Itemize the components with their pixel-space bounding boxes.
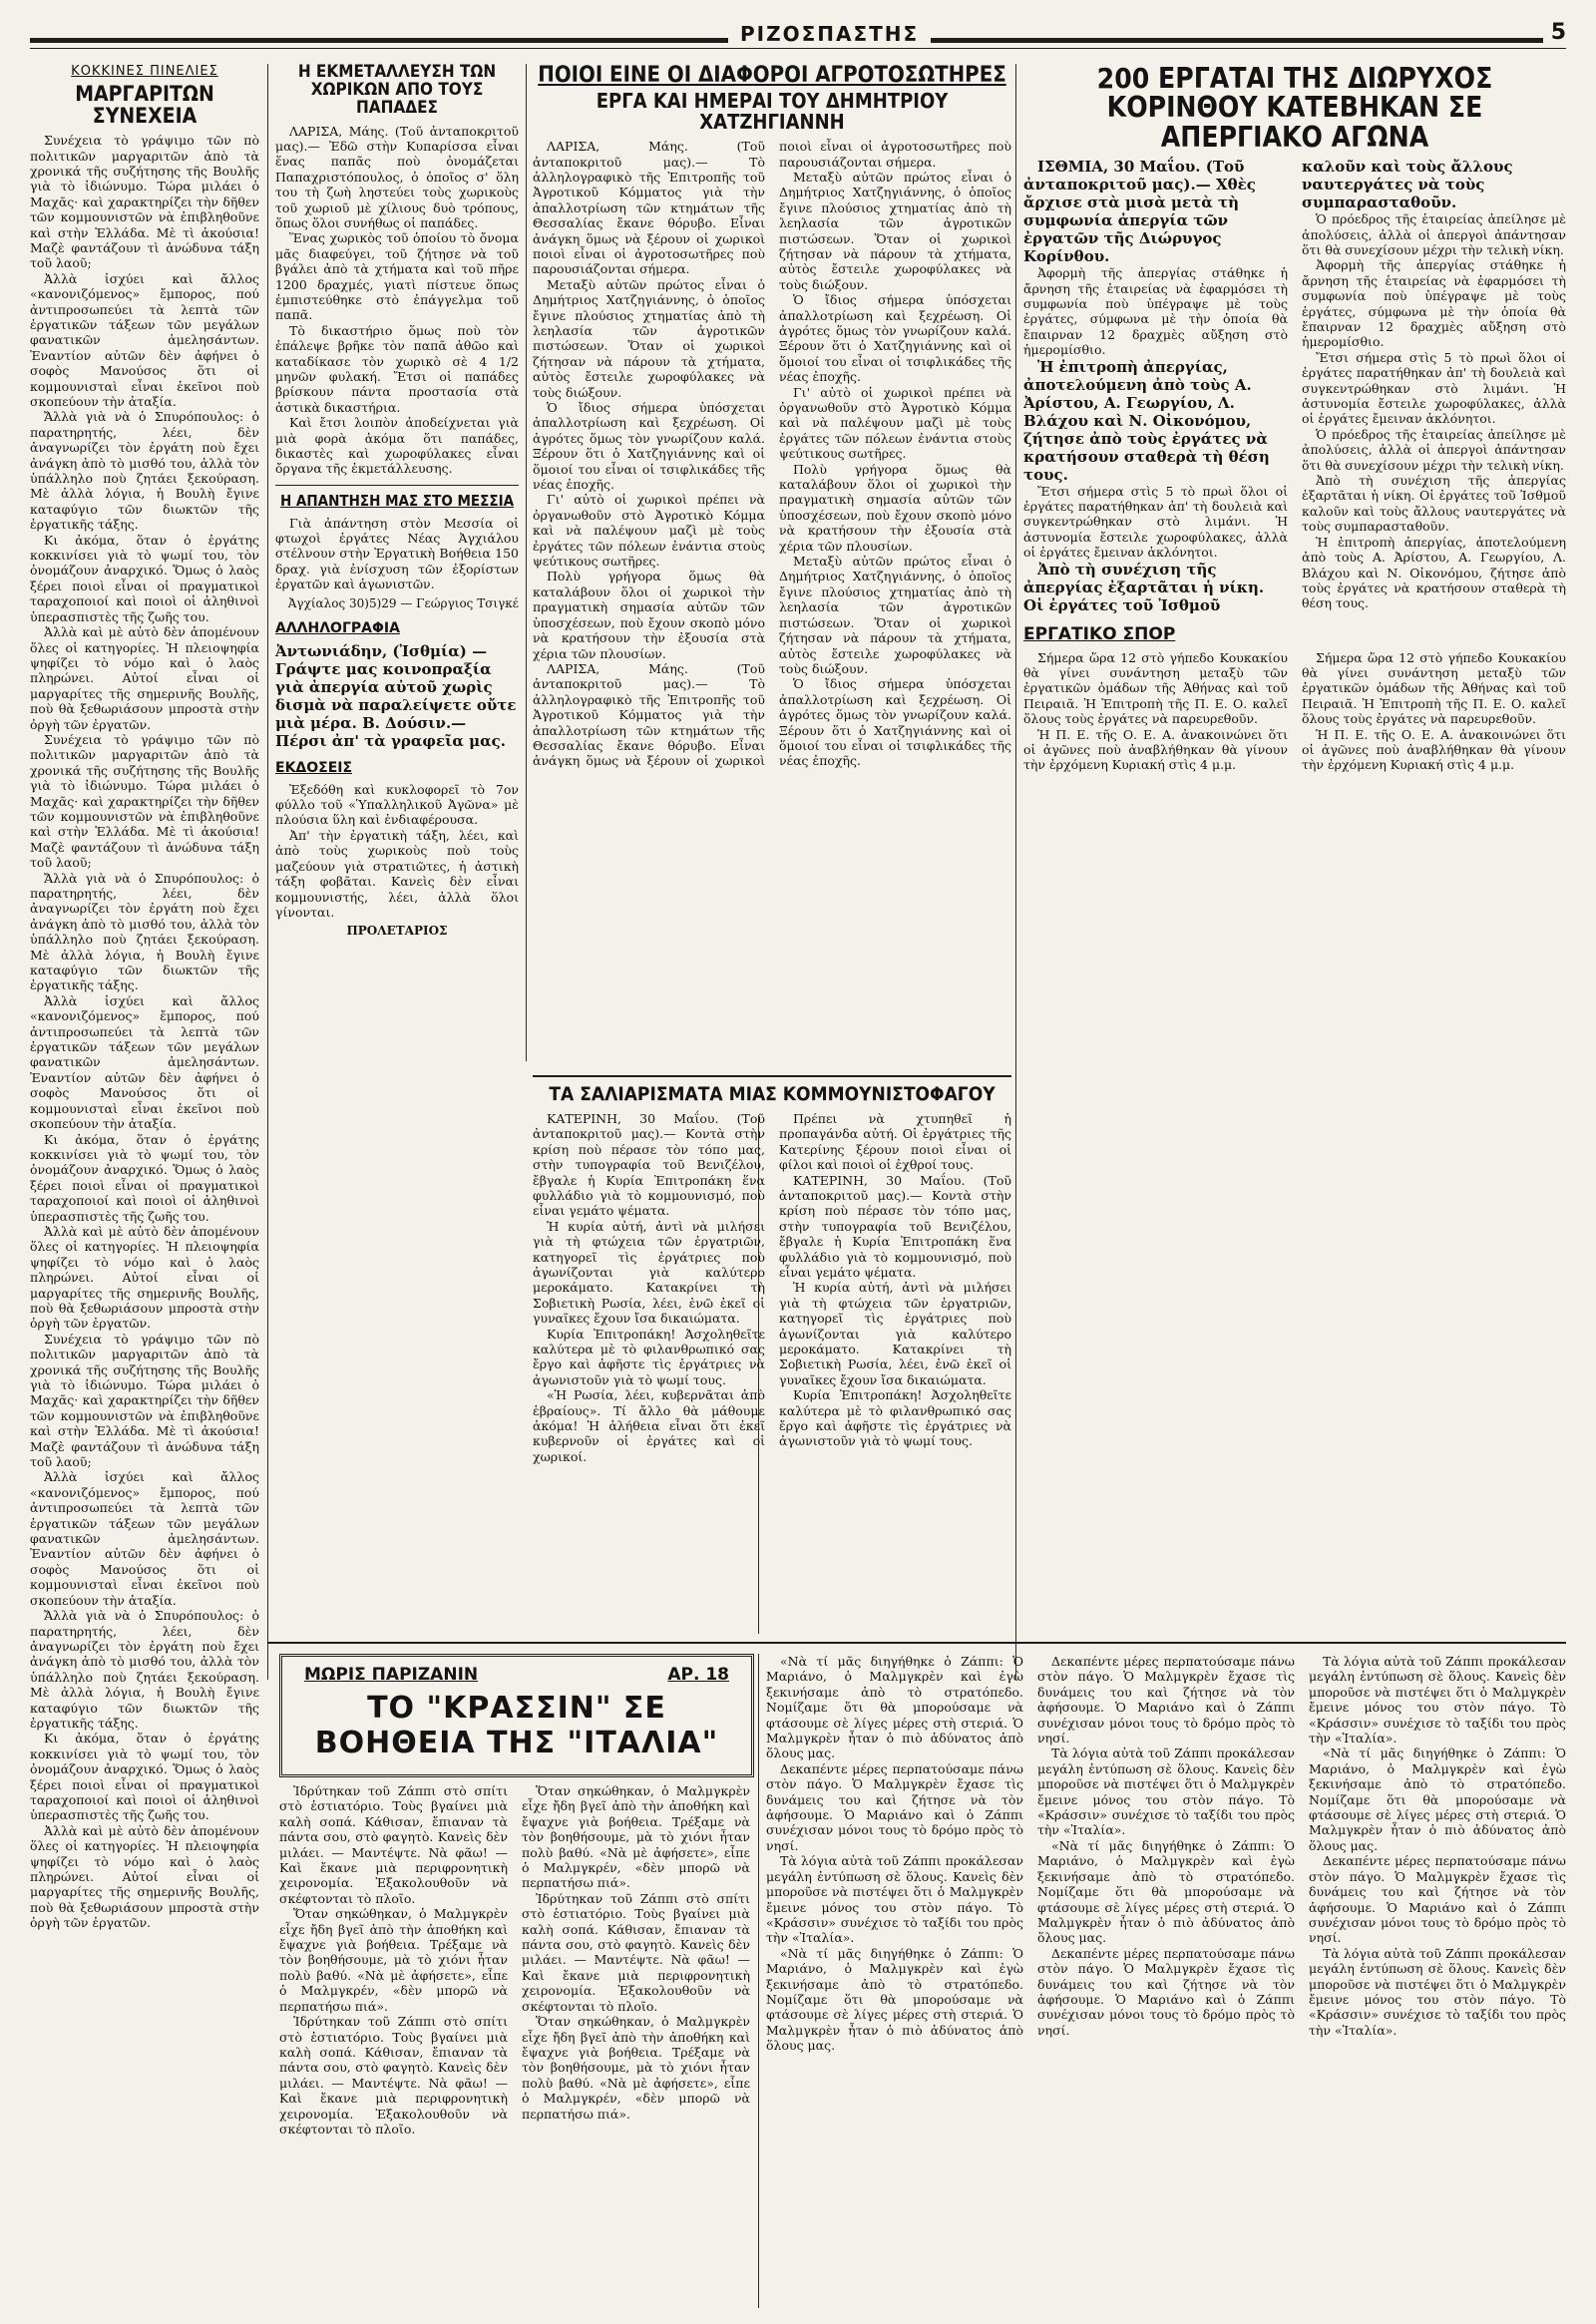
paragraph: Ἀφορμὴ τῆς ἀπεργίας στάθηκε ἡ ἄρνηση τῆς ἑταιρείας νὰ ἐφαρμόσει τὴ συμφωνία ποὺ ὑπέγραψε μὲ τοὺς ἐργάτες, σύμφωνα μὲ τὴν ὁποία θὰ ἔπαιρναν 12 δραχμὲς αὔξηση στὸ ἡμερομίσθιο. xyxy=(1302,257,1566,350)
masthead xyxy=(30,18,1566,58)
article-agrotosotires xyxy=(533,64,1011,1101)
column-signature: ΠΡΟΛΕΤΑΡΙΟΣ xyxy=(346,924,448,939)
paragraph: Πολὺ γρήγορα ὅμως θὰ καταλάβουν ὅλοι οἱ χωρικοὶ τὴν πραγματικὴ σημασία αὐτῶν τῶν ὑποσχέσεων, ποὺ ἔχουν σκοπὸ μόνο νὰ κρατήσουν τὴν ἐξουσία στὰ χέρια τῶν πλουσίων. xyxy=(779,461,1011,554)
paragraph: Ἀπὸ τὴ συνέχιση τῆς ἀπεργίας ἐξαρτᾶται ἡ νίκη. Οἱ ἐργάτες τοῦ Ἰσθμοῦ καλοῦν καὶ τοὺς ἄλλους ναυτεργάτες νὰ τοὺς συμπαρασταθοῦν. xyxy=(1023,158,1513,614)
paragraph: ΛΑΡΙΣΑ, Μάης. (Τοῦ ἀνταποκριτοῦ μας).— Τὸ ἀλληλογραφικὸ τῆς Ἐπιτροπῆς τοῦ Ἀγροτικοῦ Κόμματος γιὰ τὴν ἀπαλλοτρίωση τῶν κτημάτων τῆς Θεσσαλίας ἔκανε θόρυβο. Εἶναι ἀνάγκη ὅμως νὰ ξέρουν οἱ χωρικοὶ ποιοὶ εἶναι οἱ ἀγροτοσωτῆρες ποὺ παρουσιάζονται σήμερα. xyxy=(533,139,765,277)
paper-name: ΡΙΖΟΣΠΑΣΤΗΣ xyxy=(728,22,931,46)
paragraph: Μεταξὺ αὐτῶν πρώτος εἶναι ὁ Δημήτριος Χατζηγιάννης, ὁ ὁποῖος ἔγινε πλούσιος χτηματίας ἀπὸ τὴ λεηλασία τῶν ἀγροτικῶν πιστώσεων. Ὅταν οἱ χωρικοὶ ζήτησαν νὰ πάρουν τὰ χτήματα, αὐτὸς ἔστειλε χωροφύλακες νὰ τοὺς διώξουν. xyxy=(779,554,1011,676)
paragraph: Ἔτσι σήμερα στὶς 5 τὸ πρωὶ ὅλοι οἱ ἐργάτες παρατήθηκαν ἀπ' τὴ δουλειὰ καὶ συγκεντρώθηκαν στὸ λιμάνι. Ἡ ἀστυνομία ἔστειλε χωροφύλακες, ἀλλὰ οἱ ἐργάτες ἔμειναν ἀκλόνητοι. xyxy=(1023,483,1288,561)
column-rule xyxy=(267,64,268,1680)
paragraph: Ἀλλὰ ἰσχύει καὶ ἄλλος «κανονιζόμενος» ἔμπορος, πού ἀντιπροσωπεύει τὰ λεπτὰ τῶν ἐργατικῶν τάξεων τῶν μεγάλων φανατικῶν ἀμελησάντων. Ἐναντίον αὐτῶν δὲν ἀφήνει ὁ σοφὸς Μανούσος ὅτι οἱ κομμουνισταὶ εἶναι ἐκεῖνοι ποὺ σκοπεύουν τὴν ἀταξία. xyxy=(30,270,259,409)
paragraph: ΛΑΡΙΣΑ, Μάης. (Τοῦ ἀνταποκριτοῦ μας).— Ἐδῶ στὴν Κυπαρίσσα εἶναι ἕνας παπᾶς ποὺ ὀνομάζεται Παπαχριστόπουλος, ὁ ὁποῖος σ' ὅλη του τὴ ζωὴ ληστεύει τοὺς χωρικοὺς τοῦ χωριοῦ μὲ χίλιους δυὸ τρόπους, ὅπως ὅλοι συνήθως οἱ παπάδες. xyxy=(275,123,519,230)
correspondence-body: Ἀντωνιάδην, (Ἰσθμία) — Γράψτε μας κοινοπραξία γιὰ ἀπεργία αὐτοῦ χωρὶς δισμὰ νὰ παραλείψετε οὔτε μιὰ μέρα. Β. Δούσιν.— Πέρσι ἀπ' τὰ γραφεῖα μας. xyxy=(275,641,517,750)
article-subheadline: ΕΡΓΑ ΚΑΙ ΗΜΕΡΑΙ ΤΟΥ ΔΗΜΗΤΡΙΟΥ ΧΑΤΖΗΓΙΑΝΝΗ xyxy=(596,89,949,135)
paragraph: Ὁ ἴδιος σήμερα ὑπόσχεται ἀπαλλοτρίωση καὶ ξεχρέωση. Οἱ ἀγρότες ὅμως τὸν γνωρίζουν καλά. Ξέρουν ὅτι ὁ Χατζηγιάννης καὶ οἱ ὅμοιοί του εἶναι οἱ τσιφλικάδες τῆς νέας ἐποχῆς. xyxy=(533,400,765,493)
article-body xyxy=(275,124,519,477)
paragraph: Ὅταν σηκώθηκαν, ὁ Μαλμγκρὲν εἶχε ἤδη βγεῖ ἀπὸ τὴν ἀποθήκη καὶ ἔψαχνε γιὰ βοήθεια. Τρέξαμε νὰ τὸν βοηθήσουμε, μὰ τὸ χιόνι ἦταν πολὺ βαθύ. «Νὰ μὲ ἀφήσετε», εἶπε ὁ Μαλμγκρέν, «δὲν μπορῶ νὰ περπατήσω πιά». xyxy=(279,1906,508,2014)
paragraph: ΚΑΤΕΡΙΝΗ, 30 Μαΐου. (Τοῦ ἀνταποκριτοῦ μας).— Κοντὰ στὴν κρίση ποὺ πέρασε τὸν τόπο μας, στὴν τυπογραφία τοῦ Βενιζέλου, ἔβγαλε ἡ Κυρία Ἐπιτροπάκη ἕνα φυλλάδιο γιὰ τὸ κομμουνισμό, ποὺ εἶναι γεμάτο ψέματα. xyxy=(533,1110,765,1219)
paragraph: Ὅταν σηκώθηκαν, ὁ Μαλμγκρὲν εἶχε ἤδη βγεῖ ἀπὸ τὴν ἀποθήκη καὶ ἔψαχνε γιὰ βοήθεια. Τρέξαμε νὰ τὸν βοηθήσουμε, μὰ τὸ χιόνι ἦταν πολὺ βαθύ. «Νὰ μὲ ἀφήσετε», εἶπε ὁ Μαλμγκρέν, «δὲν μπορῶ νὰ περπατήσω πιά». xyxy=(522,2014,750,2122)
paragraph: Ἀπὸ τὴ συνέχιση τῆς ἀπεργίας ἐξαρτᾶται ἡ νίκη. Οἱ ἐργάτες τοῦ Ἰσθμοῦ καλοῦν καὶ τοὺς ἄλλους ναυτεργάτες νὰ τοὺς συμπαρασταθοῦν. xyxy=(1302,473,1566,535)
paragraph: Ὁ ἴδιος σήμερα ὑπόσχεται ἀπαλλοτρίωση καὶ ξεχρέωση. Οἱ ἀγρότες ὅμως τὸν γνωρίζουν καλά. Ξέρουν ὅτι ὁ Χατζηγιάννης καὶ οἱ ὅμοιοί του εἶναι οἱ τσιφλικάδες τῆς νέας ἐποχῆς. xyxy=(779,676,1011,769)
paragraph: Ἀλλὰ ἰσχύει καὶ ἄλλος «κανονιζόμενος» ἔμπορος, πού ἀντιπροσωπεύει τὰ λεπτὰ τῶν ἐργατικῶν τάξεων τῶν μεγάλων φανατικῶν ἀμελησάντων. Ἐναντίον αὐτῶν δὲν ἀφήνει ὁ σοφὸς Μανούσος ὅτι οἱ κομμουνισταὶ εἶναι ἐκεῖνοι ποὺ σκοπεύουν τὴν ἀταξία. xyxy=(30,992,259,1132)
paragraph: Ἄλλὰ γιὰ νὰ ὁ Σπυρόπουλος: ὁ παρατηρητής, λέει, δὲν ἀναγνωρίζει τὸν ἐργάτη ποὺ ἔχει ἀνάγκη ἀπὸ τὸ μισθό του, ἀλλὰ τὸν ὑπάλληλο ποὺ ζητάει ξεκούραση. Μὲ ἀλλὰ λόγια, ἡ Βουλὴ ἔγινε καταφύγιο τῶν διωκτῶν τῆς ἐργατικῆς τάξης. xyxy=(30,870,259,993)
paragraph: Ἀλλὰ καὶ μὲ αὐτὸ δὲν ἀπομένουν ὅλες οἱ κατηγορίες. Ἡ πλειοψηφία ψηφίζει τὸ νόμο καὶ ὁ λαὸς πληρώνει. Αὐτοί εἶναι οἱ μαργαρίτες τῆς σημερινῆς Βουλῆς, ποὺ θὰ ξεθωριάσουν μπροστὰ στὴν ὀργὴ τῶν ἐργατῶν. xyxy=(30,624,259,732)
paragraph: Ὁ ἴδιος σήμερα ὑπόσχεται ἀπαλλοτρίωση καὶ ξεχρέωση. Οἱ ἀγρότες ὅμως τὸν γνωρίζουν καλά. Ξέρουν ὅτι ὁ Χατζηγιάννης καὶ οἱ ὅμοιοί του εἶναι οἱ τσιφλικάδες τῆς νέας ἐποχῆς. xyxy=(779,292,1011,385)
notice-signature: Ἀγχίαλος 30)5)29 — Γεώργιος Τσιγκέ xyxy=(287,595,519,610)
paragraph: Δεκαπέντε μέρες περπατούσαμε πάνω στὸν πάγο. Ὁ Μαλμγκρὲν ἔχασε τὶς δυνάμεις του καὶ ζήτησε νὰ τὸν ἀφήσουμε. Ὁ Μαριάνο καὶ ὁ Ζάππι συνέχισαν μόνοι τους τὸ δρόμο πρὸς τὸ νησί. xyxy=(1037,1945,1295,2038)
paragraph: Σήμερα ὥρα 12 στὸ γήπεδο Κουκακίου θὰ γίνει συνάντηση μεταξὺ τῶν ἐργατικῶν ὁμάδων τῆς Ἀθήνας καὶ τοῦ Πειραιᾶ. Ἡ Ἐπιτροπὴ τῆς Π. Ε. Ο. καλεῖ ὅλους τοὺς ἐργάτες νὰ παρευρεθοῦν. xyxy=(1023,649,1288,727)
article-headline: 200 ΕΡΓΑΤΑΙ ΤΗΣ ΔΙΩΡΥΧΟΣ ΚΟΡΙΝΘΟΥ ΚΑΤΕΒΗΚΑΝ ΣΕ ΑΠΕΡΓΙΑΚΟ ΑΓΩΝΑ xyxy=(1096,64,1493,154)
article-headline: ΜΑΡΓΑΡΙΤΩΝ ΣΥΝΕΧΕΙΑ xyxy=(75,82,214,129)
paragraph: Δεκαπέντε μέρες περπατούσαμε πάνω στὸν πάγο. Ὁ Μαλμγκρὲν ἔχασε τὶς δυνάμεις του καὶ ζήτησε νὰ τὸν ἀφήσουμε. Ὁ Μαριάνο καὶ ὁ Ζάππι συνέχισαν μόνοι τους τὸ δρόμο πρὸς τὸ νησί. xyxy=(1037,1654,1295,1746)
paragraph: «Νὰ τί μᾶς διηγήθηκε ὁ Ζάππι: Ὁ Μαριάνο, ὁ Μαλμγκρὲν καὶ ἐγὼ ξεκινήσαμε ἀπὸ τὸ στρατόπεδο. Νομίζαμε ὅτι θὰ μπορούσαμε νὰ φτάσουμε σὲ λίγες μέρες στὴ στεριά. Ὁ Μαλμγκρὲν ἦταν ὁ πιὸ ἀδύνατος ἀπὸ ὅλους μας. xyxy=(1037,1837,1295,1946)
serial-body-left xyxy=(279,1783,750,2308)
section-heading: Η ΑΠΑΝΤΗΣΗ ΜΑΣ ΣΤΟ ΜΕΣΣΙΑ xyxy=(279,491,515,510)
article-dioryga xyxy=(1023,64,1566,1660)
column-rule xyxy=(1015,64,1016,1680)
masthead-rule-thin xyxy=(30,48,1566,49)
paragraph: Κι ἀκόμα, ὅταν ὁ ἐργάτης κοκκινίσει γιὰ τὸ ψωμί του, τὸν ὀνομάζουν ἀναρχικό. Ὅμως ὁ λαὸς ξέρει ποιοὶ εἶναι οἱ πραγματικοὶ ταραχοποιοί καὶ ποιοὶ οἱ ἀληθινοὶ ὑπερασπιστὲς τῆς ζωῆς του. xyxy=(30,1731,259,1823)
paragraph: Ἐξεδόθη καὶ κυκλοφορεῖ τὸ 7ον φύλλο τοῦ «Ὑπαλληλικοῦ Ἀγῶνα» μὲ πλούσια ὕλη καὶ ἐνδιαφέρουσα. xyxy=(275,781,519,828)
divider xyxy=(533,1075,1011,1077)
section-heading: ΑΛΛΗΛΟΓΡΑΦΙΑ xyxy=(275,619,400,636)
paragraph: Συνέχεια τὸ γράψιμο τῶν πὸ πολιτικῶν μαργαριτῶν ἀπὸ τὰ χρονικά τῆς συζήτησης τῆς Βουλῆς γιὰ τὸ ἰδιώνυμο. Τώρα μιλάει ὁ Μαχᾶς· καὶ χαρακτηρίζει τὴν δῆθεν τῶν κομμουνιστῶν νὰ ἐπιβληθοῦνε καὶ στὴν Ἑλλάδα. Μὲ τὶ ἀκούσια! Μαζὲ φαντάζουν τὶ ἀνώδυνα τάξη τοῦ λαοῦ; xyxy=(30,1331,259,1470)
paragraph: Τὰ λόγια αὐτὰ τοῦ Ζάππι προκάλεσαν μεγάλη ἐντύπωση σὲ ὅλους. Κανεὶς δὲν μποροῦσε νὰ πιστέψει ὅτι ὁ Μαλμγκρὲν ἔμεινε μόνος του στὸν πάγο. Τὸ «Κράσσιν» συνέχισε τὸ ταξίδι του πρὸς τὴν «Ἰταλία». xyxy=(1309,1654,1566,1746)
paragraph: Κι ἀκόμα, ὅταν ὁ ἐργάτης κοκκινίσει γιὰ τὸ ψωμί του, τὸν ὀνομάζουν ἀναρχικό. Ὅμως ὁ λαὸς ξέρει ποιοὶ εἶναι οἱ πραγματικοὶ ταραχοποιοί καὶ ποιοὶ οἱ ἀληθινοὶ ὑπερασπιστὲς τῆς ζωῆς του. xyxy=(30,1131,259,1224)
paragraph: «Ἡ Ρωσία, λέει, κυβερνᾶται ἀπὸ ἑβραίους». Τί ἄλλο θὰ μάθουμε ἀκόμα! Ἡ ἀλήθεια εἶναι ὅτι ἐκεῖ κυβερνοῦν οἱ ἐργάτες καὶ οἱ χωρικοί. xyxy=(533,1387,765,1464)
paragraph: Ἀλλὰ ἰσχύει καὶ ἄλλος «κανονιζόμενος» ἔμπορος, πού ἀντιπροσωπεύει τὰ λεπτὰ τῶν ἐργατικῶν τάξεων τῶν μεγάλων φανατικῶν ἀμελησάντων. Ἐναντίον αὐτῶν δὲν ἀφήνει ὁ σοφὸς Μανούσος ὅτι οἱ κομμουνισταὶ εἶναι ἐκεῖνοι ποὺ σκοπεύουν τὴν ἀταξία. xyxy=(30,1469,259,1608)
paragraph: Γι' αὐτὸ οἱ χωρικοὶ πρέπει νὰ ὀργανωθοῦν στὸ Ἀγροτικὸ Κόμμα καὶ νὰ παλέψουν μαζὶ μὲ τοὺς ἐργάτες τῶν πόλεων ἐνάντια στοὺς ψεύτικους σωτῆρες. xyxy=(533,492,765,570)
paragraph: Γι' αὐτὸ οἱ χωρικοὶ πρέπει νὰ ὀργανωθοῦν στὸ Ἀγροτικὸ Κόμμα καὶ νὰ παλέψουν μαζὶ μὲ τοὺς ἐργάτες τῶν πόλεων ἐνάντια στοὺς ψεύτικους σωτῆρες. xyxy=(779,384,1011,462)
section-heading: ΕΡΓΑΤΙΚΟ ΣΠΟΡ xyxy=(1023,623,1176,644)
paragraph: Καὶ ἔτσι λοιπὸν ἀποδείχνεται γιὰ μιὰ φορὰ ἀκόμα ὅτι παπάδες, δικαστὲς καὶ χωροφύλακες εἶναι ὄργανα τῆς ἐκμετάλλευσης. xyxy=(275,415,519,477)
paragraph: ΚΑΤΕΡΙΝΗ, 30 Μαΐου. (Τοῦ ἀνταποκριτοῦ μας).— Κοντὰ στὴν κρίση ποὺ πέρασε τὸν τόπο μας, στὴν τυπογραφία τοῦ Βενιζέλου, ἔβγαλε ἡ Κυρία Ἐπιτροπάκη ἕνα φυλλάδιο γιὰ τὸ κομμουνισμό, ποὺ εἶναι γεμάτο ψέματα. xyxy=(779,1172,1011,1280)
paragraph: «Νὰ τί μᾶς διηγήθηκε ὁ Ζάππι: Ὁ Μαριάνο, ὁ Μαλμγκρὲν καὶ ἐγὼ ξεκινήσαμε ἀπὸ τὸ στρατόπεδο. Νομίζαμε ὅτι θὰ μπορούσαμε νὰ φτάσουμε σὲ λίγες μέρες στὴ στεριά. Ὁ Μαλμγκρὲν ἦταν ὁ πιὸ ἀδύνατος ἀπὸ ὅλους μας. xyxy=(1309,1745,1566,1853)
paragraph: Ἔτσι σήμερα στὶς 5 τὸ πρωὶ ὅλοι οἱ ἐργάτες παρατήθηκαν ἀπ' τὴ δουλειὰ καὶ συγκεντρώθηκαν στὸ λιμάνι. Ἡ ἀστυνομία ἔστειλε χωροφύλακες, ἀλλὰ οἱ ἐργάτες ἔμειναν ἀκλόνητοι. xyxy=(1302,349,1566,427)
divider xyxy=(267,1642,1566,1644)
paragraph: Κυρία Ἐπιτροπάκη! Ἀσχοληθεῖτε καλύτερα μὲ τὸ φιλανθρωπικό σας ἔργο καὶ ἀφῆστε τὶς ἐργάτριες νὰ ἀγωνιστοῦν γιὰ τὸ ψωμί τους. xyxy=(533,1326,765,1387)
article-headline: ΤΑ ΣΑΛΙΑΡΙΣΜΑΤΑ ΜΙΑΣ ΚΟΜΜΟΥΝΙΣΤΟΦΑΓΟΥ xyxy=(549,1085,996,1105)
paragraph: Κι ἀκόμα, ὅταν ὁ ἐργάτης κοκκινίσει γιὰ τὸ ψωμί του, τὸν ὀνομάζουν ἀναρχικό. Ὅμως ὁ λαὸς ξέρει ποιοὶ εἶναι οἱ πραγματικοὶ ταραχοποιοί καὶ ποιοὶ οἱ ἀληθινοὶ ὑπερασπιστὲς τῆς ζωῆς του. xyxy=(30,532,259,624)
paragraph: Ἰδρύτηκαν τοῦ Ζάππι στὸ σπίτι στὸ ἑστιατόριο. Τοὺς βγαίνει μιὰ καλὴ σοπά. Κάθισαν, ἔπιαναν τὰ πάντα σου, στὸ φαγητὸ. Κανεὶς δὲν μιλάει. — Μαντέψτε. Νὰ φᾶω! — Καὶ ἔκανε μιὰ περιφρονητικὴ χειρονομία. Ἐξακολουθοῦν νὰ σκέφτονται τὸ πλοῖο. xyxy=(279,1783,508,1906)
paragraph: Κυρία Ἐπιτροπάκη! Ἀσχοληθεῖτε καλύτερα μὲ τὸ φιλανθρωπικό σας ἔργο καὶ ἀφῆστε τὶς ἐργάτριες νὰ ἀγωνιστοῦν γιὰ τὸ ψωμί τους. xyxy=(779,1387,1011,1449)
serial-text xyxy=(766,1654,1566,2054)
serial-header xyxy=(282,1657,751,1685)
article-body xyxy=(533,1111,1011,1464)
paragraph: Συνέχεια τὸ γράψιμο τῶν πὸ πολιτικῶν μαργαριτῶν ἀπὸ τὰ χρονικά τῆς συζήτησης τῆς Βουλῆς γιὰ τὸ ἰδιώνυμο. Τώρα μιλάει ὁ Μαχᾶς· καὶ χαρακτηρίζει τὴν δῆθεν τῶν κομμουνιστῶν νὰ ἐπιβληθοῦνε καὶ στὴν Ἑλλάδα. Μὲ τὶ ἀκούσια! Μαζὲ φαντάζουν τὶ ἀνώδυνα τάξη τοῦ λαοῦ; xyxy=(30,133,259,271)
paragraph: Ἀλλὰ καὶ μὲ αὐτὸ δὲν ἀπομένουν ὅλες οἱ κατηγορίες. Ἡ πλειοψηφία ψηφίζει τὸ νόμο καὶ ὁ λαὸς πληρώνει. Αὐτοί εἶναι οἱ μαργαρίτες τῆς σημερινῆς Βουλῆς, ποὺ θὰ ξεθωριάσουν μπροστὰ στὴν ὀργὴ τῶν ἐργατῶν. xyxy=(30,1223,259,1332)
article-lead: ΙΣΘΜΙΑ, 30 Μαΐου. (Τοῦ ἀνταποκριτοῦ μας).— Χθὲς ἄρχισε στὰ μισὰ μετὰ τὴ συμφωνία ἀπεργία τῶν ἐργατῶν τῆς Διώρυγος Κορίνθου. xyxy=(1023,158,1256,266)
paragraph: Μεταξὺ αὐτῶν πρώτος εἶναι ὁ Δημήτριος Χατζηγιάννης, ὁ ὁποῖος ἔγινε πλούσιος χτηματίας ἀπὸ τὴ λεηλασία τῶν ἀγροτικῶν πιστώσεων. Ὅταν οἱ χωρικοὶ ζήτησαν νὰ πάρουν τὰ χτήματα, αὐτὸς ἔστειλε χωροφύλακες νὰ τοὺς διώξουν. xyxy=(533,276,765,400)
serial-author: ΜΩΡΙΣ ΠΑΡΙΖΑΝΙΝ xyxy=(304,1665,479,1685)
paragraph: Ὁ πρόεδρος τῆς ἑταιρείας ἀπείλησε μὲ ἀπολύσεις, ἀλλὰ οἱ ἀπεργοὶ ἀπάντησαν ὅτι θὰ συνεχίσουν μέχρι τὴν τελικὴ νίκη. xyxy=(1302,426,1566,473)
section-heading: ΕΚΔΟΣΕΙΣ xyxy=(275,759,353,776)
paragraph: Ὁ πρόεδρος τῆς ἑταιρείας ἀπείλησε μὲ ἀπολύσεις, ἀλλὰ οἱ ἀπεργοὶ ἀπάντησαν ὅτι θὰ συνεχίσουν μέχρι τὴν τελικὴ νίκη. xyxy=(1302,211,1566,257)
paragraph: Ἕνας χωρικὸς τοῦ ὁποίου τὸ ὄνομα μᾶς διαφεύγει, τοῦ ζήτησε νὰ τοῦ βγάλει ἀπὸ τὰ χτήματα καὶ τοῦ πῆρε 1200 δραχμές, γιατὶ πίστευε ὅπως ἐμπιστεύθηκε στὸ ἐπάγγελμα τοῦ παπᾶ. xyxy=(275,230,519,323)
paragraph: Ἀλλὰ καὶ μὲ αὐτὸ δὲν ἀπομένουν ὅλες οἱ κατηγορίες. Ἡ πλειοψηφία ψηφίζει τὸ νόμο καὶ ὁ λαὸς πληρώνει. Αὐτοί εἶναι οἱ μαργαρίτες τῆς σημερινῆς Βουλῆς, ποὺ θὰ ξεθωριάσουν μπροστὰ στὴν ὀργὴ τῶν ἐργατῶν. xyxy=(30,1822,259,1931)
paragraph: Ἡ Π. Ε. τῆς Ο. Ε. Α. ἀνακοινώνει ὅτι οἱ ἀγῶνες ποὺ ἀναβλήθηκαν θὰ γίνουν τὴν ἐρχόμενη Κυριακή στὶς 4 μ.μ. xyxy=(1023,726,1288,773)
paragraph: Ἡ κυρία αὐτή, ἀντὶ νὰ μιλήσει γιὰ τὴ φτώχεια τῶν ἐργατριῶν, κατηγορεῖ τὶς ἐργάτριες ποὺ ἀγωνίζονται γιὰ καλύτερο μεροκάματο. Κατακρίνει τὴ Σοβιετικὴ Ρωσία, λέει, ἐνῶ ἐκεῖ οἱ γυναῖκες ἔχουν ἴσα δικαιώματα. xyxy=(779,1280,1011,1387)
paragraph: Ἀπ' τὴν ἐργατικὴ τάξη, λέει, καὶ ἀπὸ τοὺς χωρικοὺς ποὺ τοὺς μαζεύουν γιὰ στρατιῶτες, ἡ ἀστικὴ τάξη φοβᾶται. Κανεὶς δὲν εἶναι κομμουνιστής, λέει, ἀλλὰ ὅλοι γίνονται. xyxy=(275,827,519,920)
paragraph: Σήμερα ὥρα 12 στὸ γήπεδο Κουκακίου θὰ γίνει συνάντηση μεταξὺ τῶν ἐργατικῶν ὁμάδων τῆς Ἀθήνας καὶ τοῦ Πειραιᾶ. Ἡ Ἐπιτροπὴ τῆς Π. Ε. Ο. καλεῖ ὅλους τοὺς ἐργάτες νὰ παρευρεθοῦν. xyxy=(1302,649,1566,727)
paragraph: Πολὺ γρήγορα ὅμως θὰ καταλάβουν ὅλοι οἱ χωρικοὶ τὴν πραγματικὴ σημασία αὐτῶν τῶν ὑποσχέσεων, ποὺ ἔχουν σκοπὸ μόνο νὰ κρατήσουν τὴν ἐξουσία στὰ χέρια τῶν πλουσίων. xyxy=(533,569,765,661)
article-body xyxy=(533,139,1011,769)
serial-title: ΤΟ "ΚΡΑΣΣΙΝ" ΣΕ ΒΟΗΘΕΙΑ ΤΗΣ "ΙΤΑΛΙΑ" xyxy=(314,1691,719,1760)
article-headline: ΠΟΙΟΙ ΕΙΝΕ ΟΙ ΔΙΑΦΟΡΟΙ ΑΓΡΟΤΟΣΩΤΗΡΕΣ xyxy=(538,64,1006,88)
paragraph: Δεκαπέντε μέρες περπατούσαμε πάνω στὸν πάγο. Ὁ Μαλμγκρὲν ἔχασε τὶς δυνάμεις του καὶ ζήτησε νὰ τὸν ἀφήσουμε. Ὁ Μαριάνο καὶ ὁ Ζάππι συνέχισαν μόνοι τους τὸ δρόμο πρὸς τὸ νησί. xyxy=(766,1760,1023,1853)
article-body xyxy=(30,133,259,1931)
article-body xyxy=(1023,158,1566,613)
serial-body-right xyxy=(766,1654,1566,2308)
divider xyxy=(275,485,519,486)
paragraph: «Νὰ τί μᾶς διηγήθηκε ὁ Ζάππι: Ὁ Μαριάνο, ὁ Μαλμγκρὲν καὶ ἐγὼ ξεκινήσαμε ἀπὸ τὸ στρατόπεδο. Νομίζαμε ὅτι θὰ μπορούσαμε νὰ φτάσουμε σὲ λίγες μέρες στὴ στεριά. Ὁ Μαλμγκρὲν ἦταν ὁ πιὸ ἀδύνατος ἀπὸ ὅλους μας. xyxy=(766,1654,1023,1761)
paragraph: Συνέχεια τὸ γράψιμο τῶν πὸ πολιτικῶν μαργαριτῶν ἀπὸ τὰ χρονικά τῆς συζήτησης τῆς Βουλῆς γιὰ τὸ ἰδιώνυμο. Τώρα μιλάει ὁ Μαχᾶς· καὶ χαρακτηρίζει τὴν δῆθεν τῶν κομμουνιστῶν νὰ ἐπιβληθοῦνε καὶ στὴν Ἑλλάδα. Μὲ τὶ ἀκούσια! Μαζὲ φαντάζουν τὶ ἀνώδυνα τάξη τοῦ λαοῦ; xyxy=(30,731,259,871)
article-kommounistofagou xyxy=(533,1085,1011,1634)
newspaper-page xyxy=(30,18,1566,2308)
paragraph: Ἡ κυρία αὐτή, ἀντὶ νὰ μιλήσει γιὰ τὴ φτώχεια τῶν ἐργατριῶν, κατηγορεῖ τὶς ἐργάτριες ποὺ ἀγωνίζονται γιὰ καλύτερο μεροκάματο. Κατακρίνει τὴ Σοβιετικὴ Ρωσία, λέει, ἐνῶ ἐκεῖ οἱ γυναῖκες ἔχουν ἴσα δικαιώματα. xyxy=(533,1218,765,1327)
paragraph: Τὸ δικαστήριο ὅμως ποὺ τὸν ἐπάλεψε βρῆκε τὸν παπᾶ ἀθῶο καὶ καταδίκασε τὸν χωρικὸ σὲ 4 1/2 μηνῶν φυλακή. Ἔτσι οἱ παπάδες βρίσκουν πάντα προστασία στὰ ἀστικὰ δικαστήρια. xyxy=(275,322,519,415)
paragraph: Ἄλλὰ γιὰ νὰ ὁ Σπυρόπουλος: ὁ παρατηρητής, λέει, δὲν ἀναγνωρίζει τὸν ἐργάτη ποὺ ἔχει ἀνάγκη ἀπὸ τὸ μισθό του, ἀλλὰ τὸν ὑπάλληλο ποὺ ζητάει ξεκούραση. Μὲ ἀλλὰ λόγια, ἡ Βουλὴ ἔγινε καταφύγιο τῶν διωκτῶν τῆς ἐργατικῆς τάξης. xyxy=(30,409,259,533)
page-number: 5 xyxy=(1543,20,1566,45)
paragraph: Ἰδρύτηκαν τοῦ Ζάππι στὸ σπίτι στὸ ἑστιατόριο. Τοὺς βγαίνει μιὰ καλὴ σοπά. Κάθισαν, ἔπιαναν τὰ πάντα σου, στὸ φαγητὸ. Κανεὶς δὲν μιλάει. — Μαντέψτε. Νὰ φᾶω! — Καὶ ἔκανε μιὰ περιφρονητικὴ χειρονομία. Ἐξακολουθοῦν νὰ σκέφτονται τὸ πλοῖο. xyxy=(279,2014,508,2136)
column-rule xyxy=(526,64,527,1061)
article-headline: Η ΕΚΜΕΤΑΛΛΕΥΣΗ ΤΩΝ ΧΩΡΙΚΩΝ ΑΠΟ ΤΟΥΣ ΠΑΠΑΔΕΣ xyxy=(297,64,497,118)
paragraph: Μεταξὺ αὐτῶν πρώτος εἶναι ὁ Δημήτριος Χατζηγιάννης, ὁ ὁποῖος ἔγινε πλούσιος χτηματίας ἀπὸ τὴ λεηλασία τῶν ἀγροτικῶν πιστώσεων. Ὅταν οἱ χωρικοὶ ζήτησαν νὰ πάρουν τὰ χτήματα, αὐτὸς ἔστειλε χωροφύλακες νὰ τοὺς διώξουν. xyxy=(779,169,1011,292)
paragraph: Ἰδρύτηκαν τοῦ Ζάππι στὸ σπίτι στὸ ἑστιατόριο. Τοὺς βγαίνει μιὰ καλὴ σοπά. Κάθισαν, ἔπιαναν τὰ πάντα σου, στὸ φαγητὸ. Κανεὶς δὲν μιλάει. — Μαντέψτε. Νὰ φᾶω! — Καὶ ἔκανε μιὰ περιφρονητικὴ χειρονομία. Ἐξακολουθοῦν νὰ σκέφτονται τὸ πλοῖο. xyxy=(522,1890,750,2014)
paragraph: Τὰ λόγια αὐτὰ τοῦ Ζάππι προκάλεσαν μεγάλη ἐντύπωση σὲ ὅλους. Κανεὶς δὲν μποροῦσε νὰ πιστέψει ὅτι ὁ Μαλμγκρὲν ἔμεινε μόνος του στὸν πάγο. Τὸ «Κράσσιν» συνέχισε τὸ ταξίδι του πρὸς τὴν «Ἰταλία». xyxy=(766,1853,1023,1946)
column-rule xyxy=(758,1654,759,2308)
paragraph: Γιὰ ἀπάντηση στὸν Μεσσία οἱ φτωχοὶ ἐργάτες Νέας Ἀγχιάλου στέλνουν στὴν Ἐργατικὴ Βοήθεια 150 δραχ. γιὰ ἐνίσχυση τῶν ἐξορίστων ἐργατῶν καὶ ἀγωνιστῶν. xyxy=(275,515,519,592)
paragraph: «Νὰ τί μᾶς διηγήθηκε ὁ Ζάππι: Ὁ Μαριάνο, ὁ Μαλμγκρὲν καὶ ἐγὼ ξεκινήσαμε ἀπὸ τὸ στρατόπεδο. Νομίζαμε ὅτι θὰ μπορούσαμε νὰ φτάσουμε σὲ λίγες μέρες στὴ στεριά. Ὁ Μαλμγκρὲν ἦταν ὁ πιὸ ἀδύνατος ἀπὸ ὅλους μας. xyxy=(766,1945,1023,2054)
paragraph: Ἀφορμὴ τῆς ἀπεργίας στάθηκε ἡ ἄρνηση τῆς ἑταιρείας νὰ ἐφαρμόσει τὴ συμφωνία ποὺ ὑπέγραψε μὲ τοὺς ἐργάτες, σύμφωνα μὲ τὴν ὁποία θὰ ἔπαιρναν 12 δραχμὲς αὔξηση στὸ ἡμερομίσθιο. xyxy=(1023,265,1288,358)
paragraph: ΛΑΡΙΣΑ, Μάης. (Τοῦ ἀνταποκριτοῦ μας).— Τὸ ἀλληλογραφικὸ τῆς Ἐπιτροπῆς τοῦ Ἀγροτικοῦ Κόμματος γιὰ τὴν ἀπαλλοτρίωση τῶν κτημάτων τῆς Θεσσαλίας ἔκανε θόρυβο. Εἶναι ἀνάγκη ὅμως νὰ ξέρουν οἱ χωρικοὶ ποιοὶ εἶναι οἱ ἀγροτοσωτῆρες ποὺ παρουσιάζονται σήμερα. xyxy=(533,139,1011,769)
article-margaritari xyxy=(30,64,259,2298)
paragraph: Ἄλλὰ γιὰ νὰ ὁ Σπυρόπουλος: ὁ παρατηρητής, λέει, δὲν ἀναγνωρίζει τὸν ἐργάτη ποὺ ἔχει ἀνάγκη ἀπὸ τὸ μισθό του, ἀλλὰ τὸν ὑπάλληλο ποὺ ζητάει ξεκούραση. Μὲ ἀλλὰ λόγια, ἡ Βουλὴ ἔγινε καταφύγιο τῶν διωκτῶν τῆς ἐργατικῆς τάξης. xyxy=(30,1608,259,1731)
paragraph: Ἡ ἐπιτροπὴ ἀπεργίας, ἀποτελούμενη ἀπὸ τοὺς Α. Ἀρίστου, Α. Γεωργίου, Λ. Βλάχου καὶ Ν. Οἰκονόμου, ζήτησε ἀπὸ τοὺς ἐργάτες νὰ κρατήσουν σταθερὰ τὴ θέση τους. xyxy=(1302,534,1566,611)
paragraph: Τὰ λόγια αὐτὰ τοῦ Ζάππι προκάλεσαν μεγάλη ἐντύπωση σὲ ὅλους. Κανεὶς δὲν μποροῦσε νὰ πιστέψει ὅτι ὁ Μαλμγκρὲν ἔμεινε μόνος του στὸν πάγο. Τὸ «Κράσσιν» συνέχισε τὸ ταξίδι του πρὸς τὴν «Ἰταλία». xyxy=(1037,1745,1295,1838)
paragraph: Πρέπει νὰ χτυπηθεῖ ἡ προπαγάνδα αὐτή. Οἱ ἐργάτριες τῆς Κατερίνης ξέρουν ποιοὶ εἶναι οἱ φίλοι καὶ ποιοὶ οἱ ἐχθροί τους. xyxy=(779,1110,1011,1173)
paragraph: Τὰ λόγια αὐτὰ τοῦ Ζάππι προκάλεσαν μεγάλη ἐντύπωση σὲ ὅλους. Κανεὶς δὲν μποροῦσε νὰ πιστέψει ὅτι ὁ Μαλμγκρὲν ἔμεινε μόνος του στὸν πάγο. Τὸ «Κράσσιν» συνέχισε τὸ ταξίδι του πρὸς τὴν «Ἰταλία». xyxy=(1309,1945,1566,2038)
paragraph: Δεκαπέντε μέρες περπατούσαμε πάνω στὸν πάγο. Ὁ Μαλμγκρὲν ἔχασε τὶς δυνάμεις του καὶ ζήτησε νὰ τὸν ἀφήσουμε. Ὁ Μαριάνο καὶ ὁ Ζάππι συνέχισαν μόνοι τους τὸ δρόμο πρὸς τὸ νησί. xyxy=(1309,1853,1566,1946)
paragraph: Ὅταν σηκώθηκαν, ὁ Μαλμγκρὲν εἶχε ἤδη βγεῖ ἀπὸ τὴν ἀποθήκη καὶ ἔψαχνε γιὰ βοήθεια. Τρέξαμε νὰ τὸν βοηθήσουμε, μὰ τὸ χιόνι ἦταν πολὺ βαθύ. «Νὰ μὲ ἀφήσετε», εἶπε ὁ Μαλμγκρέν, «δὲν μπορῶ νὰ περπατήσω πιά». xyxy=(522,1783,750,1891)
article-papades xyxy=(275,64,519,1161)
sport-body xyxy=(1023,650,1566,773)
serial-banner xyxy=(279,1654,754,1777)
publications-body xyxy=(275,782,519,921)
notice-body xyxy=(275,516,519,592)
serial-text xyxy=(279,1783,750,2136)
paragraph: Ἡ Π. Ε. τῆς Ο. Ε. Α. ἀνακοινώνει ὅτι οἱ ἀγῶνες ποὺ ἀναβλήθηκαν θὰ γίνουν τὴν ἐρχόμενη Κυριακή στὶς 4 μ.μ. xyxy=(1302,726,1566,773)
serial-number: ΑΡ. 18 xyxy=(667,1665,729,1685)
paragraph: Ἡ ἐπιτροπὴ ἀπεργίας, ἀποτελούμενη ἀπὸ τοὺς Α. Ἀρίστου, Α. Γεωργίου, Λ. Βλάχου καὶ Ν. Οἰκονόμου, ζήτησε ἀπὸ τοὺς ἐργάτες νὰ κρατήσουν σταθερὰ τὴ θέση τους. xyxy=(1023,357,1270,484)
article-kicker: ΚΟΚΚΙΝΕΣ ΠΙΝΕΛΙΕΣ xyxy=(71,64,218,79)
